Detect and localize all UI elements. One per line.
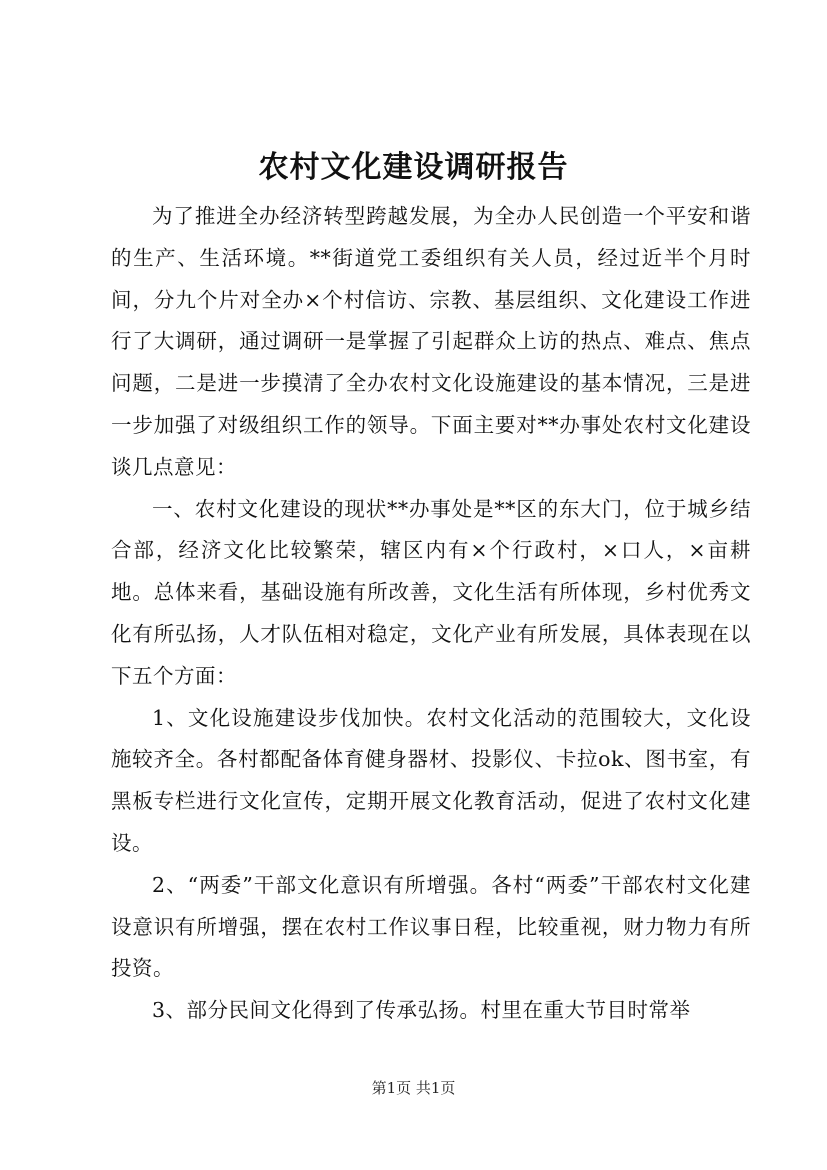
paragraph-point-2: 2、“两委”干部文化意识有所增强。各村“两委”干部农村文化建设意识有所增强，摆在农村工作议事日程，比较重视，财力物力有所投资。 <box>111 872 751 981</box>
paragraph-point-3: 3、部分民间文化得到了传承弘扬。村里在重大节目时常举 <box>152 998 691 1023</box>
paragraph-current-status: 一、农村文化建设的现状**办事处是**区的东大门，位于城乡结合部，经济文化比较繁荣，辖区内有×个行政村，×口人，×亩耕地。总体来看，基础设施有所改善，文化生活有所体现，乡村优秀文化有所弘扬，人才队伍相对稳定，文化产业有所发展，具体表现在以下五个方面： <box>111 496 751 688</box>
page-footer: 第1页 共1页 <box>371 1079 456 1097</box>
paragraph-intro: 为了推进全办经济转型跨越发展，为全办人民创造一个平安和谐的生产、生活环境。**街道党工委组织有关人员，经过近半个月时间，分九个片对全办×个村信访、宗教、基层组织、文化建设工作进行了大调研，通过调研一是掌握了引起群众上访的热点、难点、焦点问题，二是进一步摸清了全办农村文化设施建设的基本情况，三是进一步加强了对级组织工作的领导。下面主要对**办事处农村文化建设谈几点意见： <box>111 204 751 479</box>
document-body <box>111 196 751 1032</box>
document-title: 农村文化建设调研报告 <box>258 150 569 185</box>
paragraph-point-1: 1、文化设施建设步伐加快。农村文化活动的范围较大，文化设施较齐全。各村都配备体育健身器材、投影仪、卡拉ok、图书室，有黑板专栏进行文化宣传，定期开展文化教育活动，促进了农村文化建设。 <box>111 705 751 855</box>
